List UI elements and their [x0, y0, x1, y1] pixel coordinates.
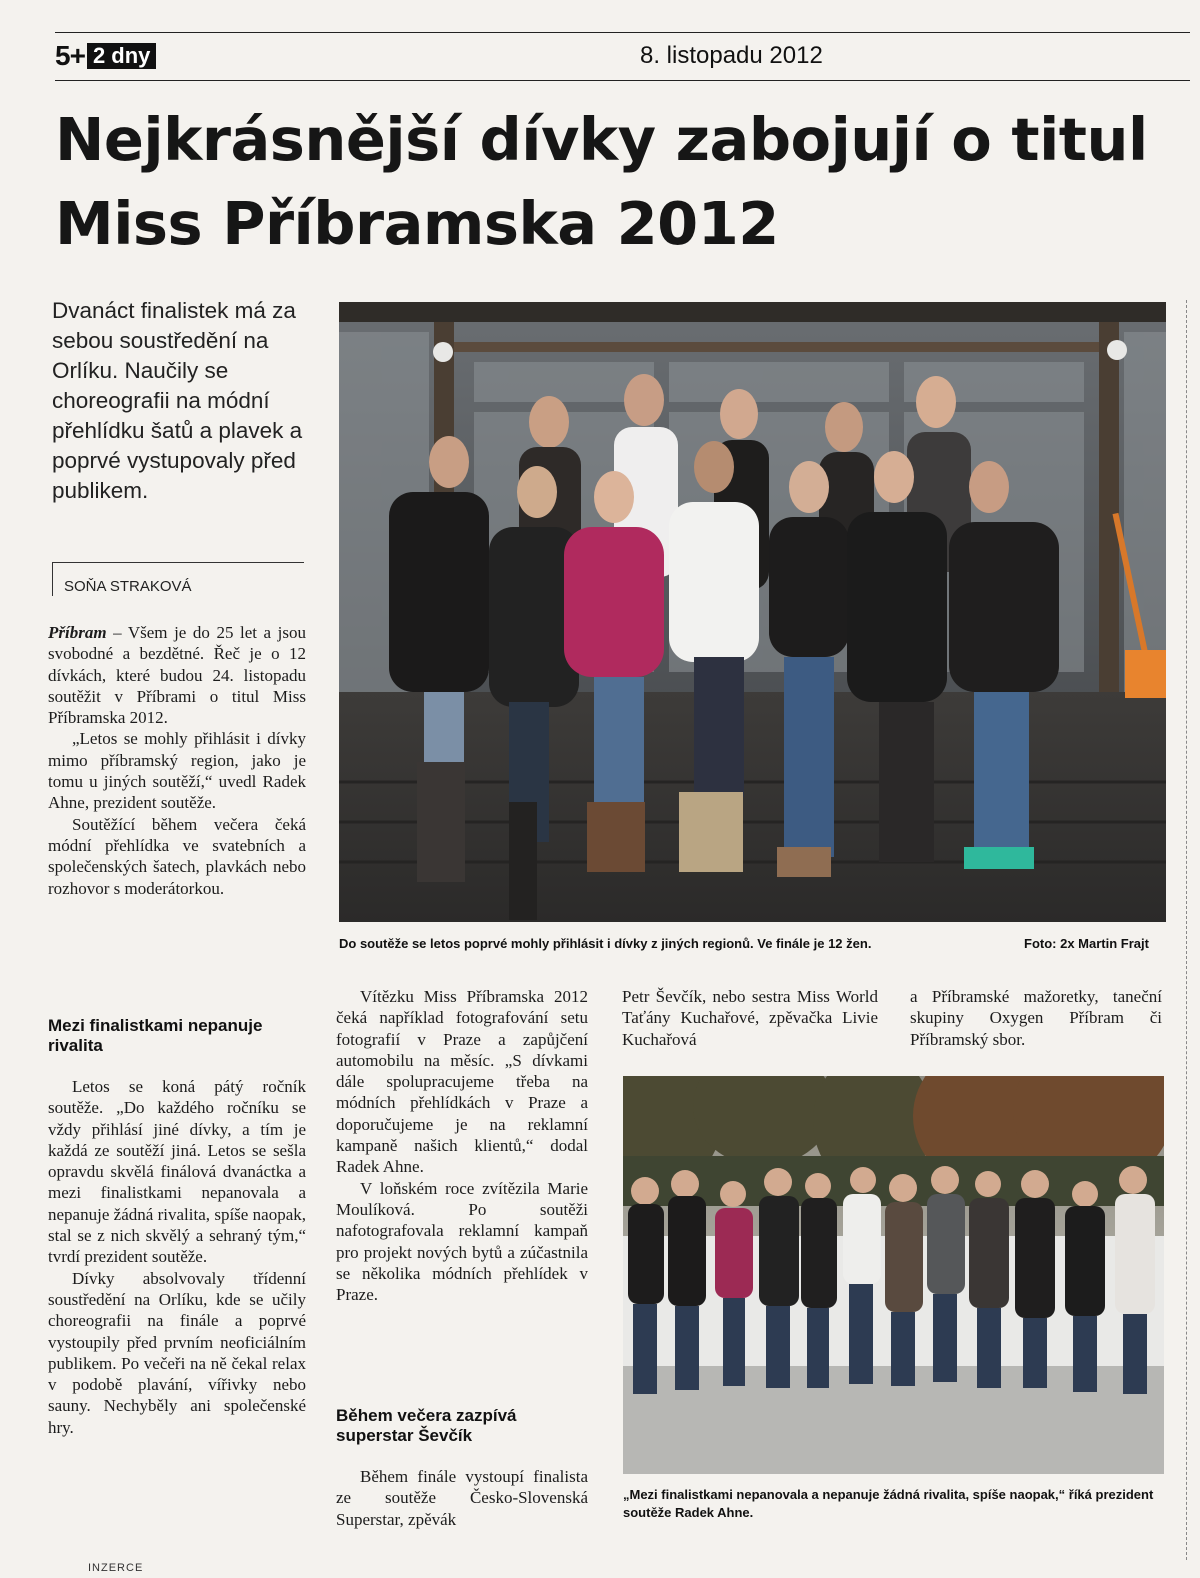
article-paragraph: Petr Ševčík, nebo sestra Miss World Taťány Kuchařové, zpěvačka Livie Kuchařová [622, 987, 878, 1049]
masthead-logo [55, 40, 156, 72]
subheading-superstar: Během večera zazpívá superstar Ševčík [336, 1406, 517, 1445]
group-photo-building [339, 302, 1166, 922]
article-column-1b [48, 1076, 306, 1438]
dateline: Příbram [48, 623, 107, 642]
page-edge-divider [1186, 300, 1187, 1560]
photo-2-caption: „Mezi finalistkami nepanovala a nepanuje žádná rivalita, spíše naopak,“ říká prezident soutěže Radek Ahne. [623, 1487, 1154, 1520]
paragraph-text: – Všem je do 25 let a jsou svobodné a bezdětné. Řeč je o 12 dívkách, které budou 24. listopadu soutěžit v Příbrami o titul Miss Příbramska 2012. [48, 623, 306, 728]
article-column-2 [336, 986, 588, 1305]
logo-box: 2 dny [87, 43, 156, 69]
article-column-1a [48, 622, 306, 899]
article-paragraph: Vítězku Miss Příbramska 2012 čeká například fotografování setu fotografií v Praze a zapůjčení automobilu na měsíc. „S dívkami dále spolupracujeme třeba na módních přehlídkách v Praze a doporučujeme je na reklamní kampaně našich klientů,“ dodal Radek Ahne. [336, 987, 588, 1177]
group-photo-outdoor [623, 1076, 1164, 1474]
advertising-label: INZERCE [88, 1562, 144, 1574]
article-paragraph: Soutěžící během večera čeká módní přehlídka ve svatebních a společenských šatech, plavkách nebo rozhovor s moderátorkou. [48, 814, 306, 898]
byline-rule [52, 562, 304, 563]
byline-tick [52, 562, 53, 596]
photo-1-caption: Do soutěže se letos poprvé mohly přihlásit i dívky z jiných regionů. Ve finále je 12 žen. [339, 936, 872, 951]
byline: SOŇA STRAKOVÁ [64, 578, 192, 595]
article-paragraph: „Letos se mohly přihlásit i dívky mimo příbramský region, jako je tomu u jiných soutěží,“ uvedl Radek Ahne, prezident soutěže. [48, 729, 306, 813]
top-rule [55, 32, 1190, 33]
lead-paragraph: Dvanáct finalistek má za sebou soustředění na Orlíku. Naučily se choreografii na módní přehlídku šatů a plavek a poprvé vystupovaly před publikem. [52, 298, 303, 503]
article-column-4 [910, 986, 1162, 1050]
header-rule [55, 80, 1190, 81]
headline: Nejkrásnější dívky zabojují o titul Miss Příbramska 2012 [55, 105, 1148, 258]
article-paragraph [48, 622, 306, 728]
article-paragraph: a Příbramské mažoretky, taneční skupiny Oxygen Příbram či Příbramský sbor. [910, 987, 1162, 1049]
article-paragraph: Letos se koná pátý ročník soutěže. „Do každého ročníku se vždy přihlásí jiné dívky, a tím je každá ze soutěží jiná. Letos se sešla opravdu skvělá finálová dvanáctka a mezi finalistkami nepanovala a nepanuje žádná rivalita, spíše naopak, stal se z nich skvělý a sehraný tým,“ tvrdí prezident soutěže. [48, 1077, 306, 1267]
article-paragraph: Během finále vystoupí finalista ze soutěže Česko-Slovenská Superstar, zpěvák [336, 1467, 588, 1529]
photo-illustration [339, 302, 1166, 922]
article-column-2b [336, 1466, 588, 1530]
article-paragraph: V loňském roce zvítězila Marie Moulíková. Po soutěži nafotografovala reklamní kampaň pro projekt nových bytů a zúčastnila se několika módních přehlídek v Praze. [336, 1178, 588, 1305]
photo-illustration [623, 1076, 1164, 1474]
subheading-rivalry: Mezi finalistkami nepanuje rivalita [48, 1016, 263, 1055]
photo-credit: Foto: 2x Martin Frajt [1024, 936, 1149, 951]
issue-date: 8. listopadu 2012 [640, 42, 823, 69]
article-paragraph: Dívky absolvovaly třídenní soustředění na Orlíku, kde se učily choreografii na finále a poprvé vystoupily před prvním neoficiálním publikem. Po večeři na ně čekal relax v podobě plavání, vířivky nebo sauny. Nechyběly ani společenské hry. [48, 1268, 306, 1437]
logo-five: 5+ [55, 40, 85, 71]
article-column-3 [622, 986, 878, 1050]
